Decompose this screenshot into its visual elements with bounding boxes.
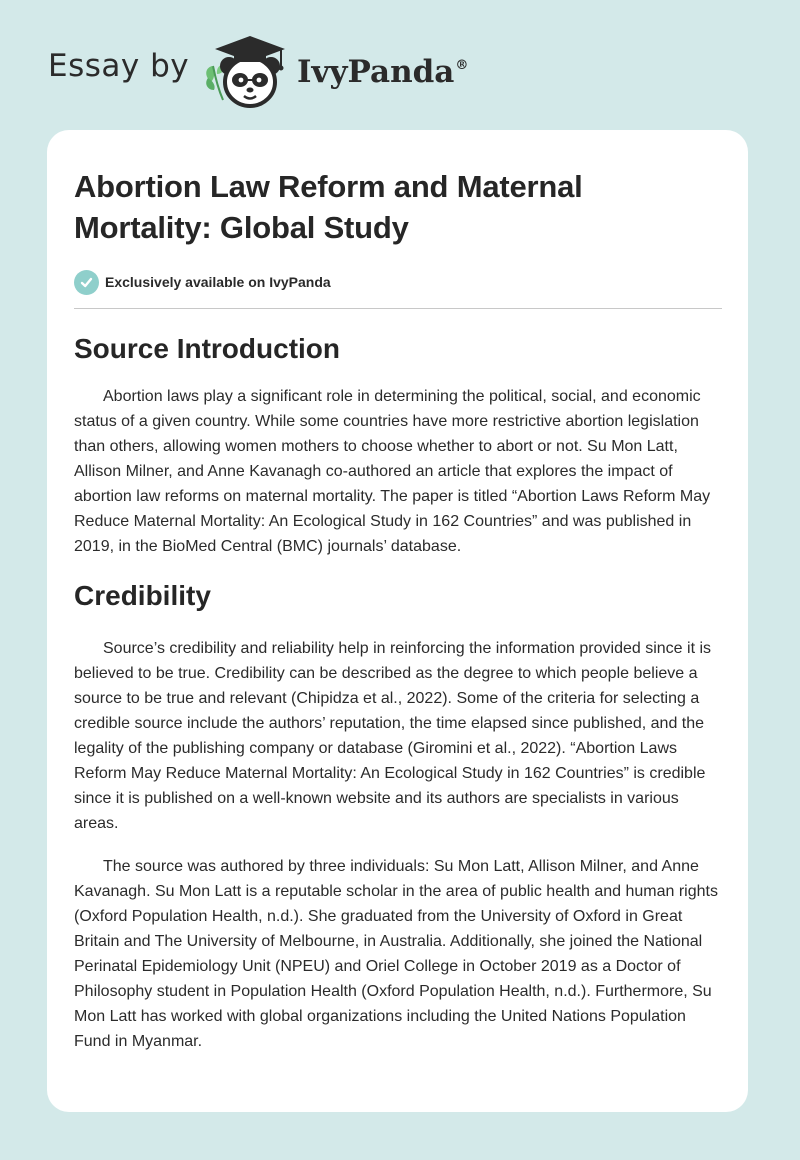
exclusive-badge (74, 268, 722, 296)
paragraph: Source’s credibility and reliability help in reinforcing the information provided since it is believed to be true. Credibility can be described as the degree to which people believe a source to be true and relevant (Chipidza et al., 2022). Some of the criteria for selecting a credible source include the authors’ reputation, the time elapsed since published, and the legality of the publishing company or database (Giromini et al., 2022). “Abortion Laws Reform May Reduce Maternal Mortality: An Ecological Study in 162 Countries” is credible since it is published on a well-known website and its authors are specialists in various areas. (74, 640, 712, 832)
title-divider (74, 308, 722, 309)
section-heading-source-introduction: Source Introduction (74, 333, 340, 364)
check-icon (74, 270, 99, 295)
registered-mark: ® (455, 58, 469, 73)
panda-graduate-icon[interactable] (201, 30, 293, 110)
page-title: Abortion Law Reform and Maternal Mortality: Global Study (74, 169, 583, 245)
paragraph: Abortion laws play a significant role in determining the political, social, and economic status of a given country. While some countries have more restrictive abortion legislation than others, allowing women mothers to choose whether to abort or not. Su Mon Latt, Allison Milner, and Anne Kavanagh co-authored an article that explores the impact of abortion law reforms on maternal mortality. The paper is titled “Abortion Laws Reform May Reduce Maternal Mortality: An Ecological Study in 162 Countries” and was published in 2019, in the BioMed Central (BMC) journals’ database. (74, 388, 711, 555)
essay-card (47, 130, 748, 1112)
section-heading-credibility: Credibility (74, 580, 211, 611)
brand-name[interactable]: IvyPanda® (297, 54, 469, 90)
site-header (48, 30, 468, 110)
brand-prefix: Essay by (48, 48, 190, 84)
paragraph: The source was authored by three individuals: Su Mon Latt, Allison Milner, and Anne Kavanagh. Su Mon Latt is a reputable scholar in the area of public health and human rights (Oxford Population Health, n.d.). She graduated from the University of Oxford in Great Britain and The University of Melbourne, in Australia. Additionally, she joined the National Perinatal Epidemiology Unit (NPEU) and Oriel College in October 2019 as a Doctor of Philosophy student in Population Health (Oxford Population Health, n.d.). Furthermore, Su Mon Latt has worked with global organizations including the United Nations Population Fund in Myanmar. (74, 858, 718, 1050)
exclusive-label: Exclusively available on IvyPanda (105, 274, 331, 290)
